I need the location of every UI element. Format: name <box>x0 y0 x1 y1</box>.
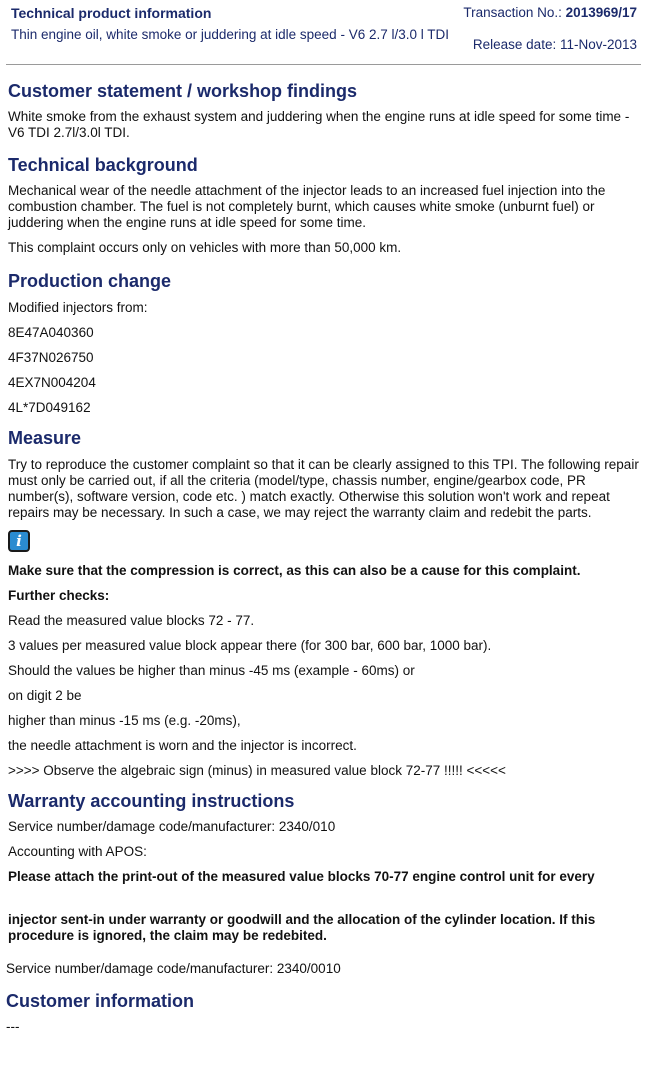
further-checks-label: Further checks: <box>8 588 110 603</box>
section-heading-customer-statement: Customer statement / workshop findings <box>8 81 358 101</box>
warranty-bold-line: injector sent-in under warranty or goodwill and the allocation of the cylinder location. If this procedure is ignored, the claim may be redebited. <box>8 912 596 943</box>
warranty-bold-line: Please attach the print-out of the measured value blocks 70-77 engine control unit for every <box>8 869 595 884</box>
production-change-intro: Modified injectors from: <box>8 300 148 315</box>
check-line: 3 values per measured value block appear there (for 300 bar, 600 bar, 1000 bar). <box>8 638 492 653</box>
measure-text: Try to reproduce the customer complaint so that it can be clearly assigned to this TPI. The following repair must only be carried out, if all the criteria (model/type, chassis number, engine/gearbox code, PR number(s), software version, code etc. ) match exactly. Otherwise this solution won't work and repeat repairs may be necessary. In such a case, we may reject the warranty claim and redebit the parts. <box>8 457 639 520</box>
check-line: higher than minus -15 ms (e.g. -20ms), <box>8 713 241 728</box>
document-header <box>0 0 652 66</box>
section-heading-warranty: Warranty accounting instructions <box>8 791 295 811</box>
injector-code: 4F37N026750 <box>8 350 94 365</box>
injector-code: 4EX7N004204 <box>8 375 96 390</box>
check-line: >>>> Observe the algebraic sign (minus) in measured value block 72-77 !!!!! <<<<< <box>8 763 506 778</box>
injector-code: 8E47A040360 <box>8 325 94 340</box>
compression-note: Make sure that the compression is correct, as this can also be a cause for this complaint. <box>8 563 581 578</box>
section-heading-customer-information: Customer information <box>6 991 195 1011</box>
header-divider <box>6 64 641 65</box>
transaction-value: 2013969/17 <box>565 5 637 20</box>
technical-background-text: Mechanical wear of the needle attachment of the injector leads to an increased fuel injection into the combustion chamber. The fuel is not completely burnt, which causes white smoke (unburnt fuel) or juddering when the engine runs at idle speed for some time. <box>8 183 606 230</box>
injector-code: 4L*7D049162 <box>8 400 91 415</box>
section-heading-technical-background: Technical background <box>8 155 198 175</box>
check-line: on digit 2 be <box>8 688 82 703</box>
customer-statement-text: White smoke from the exhaust system and juddering when the engine runs at idle speed for some time - V6 TDI 2.7l/3.0l TDI. <box>8 109 630 140</box>
document-body <box>8 80 640 1035</box>
check-line: Read the measured value blocks 72 - 77. <box>8 613 255 628</box>
section-heading-production-change: Production change <box>8 271 172 291</box>
section-heading-measure: Measure <box>8 428 82 448</box>
warranty-service-line: Service number/damage code/manufacturer: 2340/010 <box>8 819 336 834</box>
technical-background-mileage: This complaint occurs only on vehicles with more than 50,000 km. <box>8 240 402 255</box>
warranty-service-line-2: Service number/damage code/manufacturer: 2340/0010 <box>6 961 341 976</box>
document-type-title: Technical product information <box>11 5 212 21</box>
customer-information-text: --- <box>6 1019 20 1034</box>
check-line: Should the values be higher than minus -45 ms (example - 60ms) or <box>8 663 415 678</box>
document-subtitle: Thin engine oil, white smoke or juddering at idle speed - V6 2.7 l/3.0 l TDI <box>11 27 449 42</box>
transaction-label: Transaction No.: <box>463 5 562 20</box>
transaction-number <box>463 5 637 20</box>
release-date: Release date: 11-Nov-2013 <box>472 37 637 52</box>
warranty-accounting: Accounting with APOS: <box>8 844 147 859</box>
info-icon: i <box>8 530 30 552</box>
info-note <box>8 530 640 554</box>
check-line: the needle attachment is worn and the injector is incorrect. <box>8 738 357 753</box>
